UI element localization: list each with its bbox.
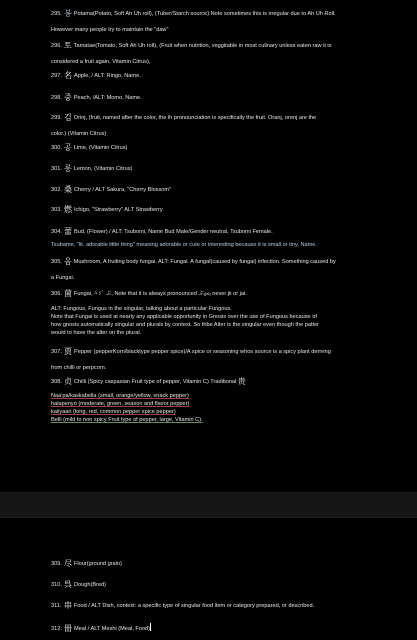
entry-304 (51, 228, 372, 249)
entry-number: 309. (51, 561, 62, 567)
entry-glyph: 菌 (64, 289, 72, 298)
entry-glyph: 贾 (64, 347, 72, 356)
entry-kana: ぶ (198, 291, 205, 297)
entry-text-continued: However many people try to maintain the "daw" (51, 27, 169, 33)
entry-glyph: 名 (64, 71, 72, 80)
entry-295 (51, 10, 372, 34)
entry-glyph: 尽 (64, 559, 72, 568)
entry-number: 312. (51, 626, 62, 632)
entry-number: 305. (51, 259, 62, 265)
entry-text-continued: color.) (Vitamin Citrus) (51, 131, 107, 137)
entry-text: never jii or jai. (212, 291, 247, 297)
entry-308 (51, 378, 372, 424)
entry-number: 301. (51, 166, 62, 172)
entry-300 (51, 144, 372, 152)
text-cursor (150, 623, 151, 631)
entry-text: Note that it is always pronounced (114, 291, 197, 297)
entry-296 (51, 42, 372, 66)
entry-number: 297. (51, 73, 62, 79)
entry-text-continued: kaiiyaan (long, red, common pepper spice pepper) (51, 409, 176, 415)
entry-text: Pepper (pepperKorn/blacktype pepper spice)/A spice or seasoning whos source is a spicy plant deriving (74, 349, 331, 355)
entry-text[interactable]: Meal / ALT Meshi (Meal, Food) (74, 626, 150, 632)
entry-text: Ichigo, "Strawberry" ALT Strawberry (74, 207, 163, 213)
entry-text-continued: Naa'pa/kaskabella (small, orange/yellow, snack pepper) (51, 393, 189, 399)
entry-glyph-traditional: 贵 (237, 377, 246, 386)
entry-number: 298. (51, 95, 62, 101)
entry-kana: ﾊ ｼﾞ ぶ, (94, 291, 113, 297)
entry-309 (51, 560, 372, 568)
entry-number: 304. (51, 229, 62, 235)
entry-text: Orinj, (fruit, named after the color, the ih pronounciation is specifically the fruit. Oranj, orenj are the (73, 115, 317, 121)
entry-303 (51, 206, 372, 214)
entry-number: 300. (51, 145, 62, 151)
entry-text: Apple, / ALT: Ringo, Name. (74, 73, 141, 79)
entry-text: Potama(Potato, Soft Ah Uh roll), (Tuber/Starch source) Note sometimes this is irregular due to Ah Uh Roll. (73, 11, 336, 17)
entry-number: 299. (51, 115, 62, 121)
entry-glyph: 김 (64, 113, 72, 122)
entry-glyph: 중 (64, 93, 72, 102)
entry-number: 307. (51, 349, 62, 355)
entry-text-continued: ALT: Fungous, Fungus in the singular, talking about a particular Fungous. (51, 306, 232, 312)
entry-text-continued: from chilli or perpcorn. (51, 365, 107, 371)
entry-glyph: 롱 (64, 164, 72, 173)
entry-text: Flour(ground grain) (74, 561, 122, 567)
entry-glyph: 冊 (64, 624, 72, 633)
entry-glyph: 贞 (64, 377, 72, 386)
entry-text-continued: halapenyo (moderate, green, season and flavor pepper) (51, 401, 190, 407)
entry-number: 306. (51, 291, 62, 297)
entry-glyph: 蕾 (64, 227, 72, 236)
entry-text: Peach, /ALT: Momo, Name. (73, 95, 142, 101)
entry-305 (51, 258, 372, 282)
entry-number: 311. (51, 603, 62, 609)
entry-glyph: 呉 (64, 580, 72, 589)
entry-text: Dough(Bred) (74, 582, 107, 588)
entry-306 (51, 290, 372, 337)
entry-text-continued: how gnosis automatically singular and plurals by context. So thbe Alter is the singular even though the patter (51, 322, 320, 328)
entry-glyph: 燃 (64, 205, 72, 214)
entry-text: Mushroom, A fruiting body fungai. ALT: Fungal. A fungal(caused by fungai) infection. Something caused by (73, 259, 336, 265)
entry-text-continued: Tsubame, "lit. adorable little thing" meaning adorable or cute or interesting because it is small or tiny, Name. (51, 242, 317, 248)
entry-text-continued: a Fungai. (51, 275, 75, 281)
entry-text: Bud, (Flower) / ALT: Tsubomi, Name Bud Male/Gender neutral, Tsubomi Female. (74, 229, 273, 235)
entry-311 (51, 602, 372, 610)
entry-299 (51, 114, 372, 138)
entry-text-continued: would to have the alter on the plural. (51, 330, 142, 336)
entry-number: 295. (51, 11, 62, 17)
entry-number: 303. (51, 207, 62, 213)
entry-text: Lime, (Vitamin Citrus) (73, 145, 128, 151)
entry-text: Tamatae(Tomato, Soft Ah Uh roll), (Fruit when nutrition, veggitable in most culinary unless eaten raw it is (73, 43, 332, 49)
entry-glyph: 桑 (64, 185, 72, 194)
entry-301 (51, 165, 372, 173)
entry-text-continued: Note that Fungai is used at nearly any applicable opportunity in Gnosis over the use of Fungous because of (51, 314, 317, 320)
entry-glyph: 음 (64, 257, 72, 266)
entry-298 (51, 94, 372, 102)
entry-text: Fungai, (74, 291, 93, 297)
entry-text: Chilli (Spicy caspasian Fruit type of pepper, Vitamin C) Traditional (74, 379, 237, 385)
entry-text: Lemon, (Vitamin Citrus) (73, 166, 133, 172)
entry-reading: (jai) (204, 291, 211, 296)
entry-glyph: 봉 (64, 9, 72, 18)
entry-312 (51, 623, 372, 633)
entry-302 (51, 186, 372, 194)
entry-glyph: 토 (64, 41, 72, 50)
entry-310 (51, 581, 372, 589)
entry-text: Cherry / ALT Sakura, "Cherry Blossom" (74, 187, 172, 193)
entry-number: 308. (51, 379, 62, 385)
document-page-2 (0, 516, 417, 640)
entry-number: 296. (51, 43, 62, 49)
entry-glyph: 串 (64, 601, 72, 610)
entry-text-continued: considered a fruit again, Vitamin Citrus), (51, 59, 151, 65)
page-separator (0, 492, 417, 518)
entry-text-continued: Belli (mild to non spicy Fruit type of pepper, large, Vitamin C). (51, 417, 203, 423)
entry-glyph: 공 (64, 143, 72, 152)
entry-number: 302. (51, 187, 62, 193)
entry-text: Food / ALT Dish, context: a specific type of singular food item or category prepared, or described. (74, 603, 315, 609)
entry-297 (51, 72, 372, 80)
entry-307 (51, 348, 372, 372)
entry-number: 310. (51, 582, 62, 588)
